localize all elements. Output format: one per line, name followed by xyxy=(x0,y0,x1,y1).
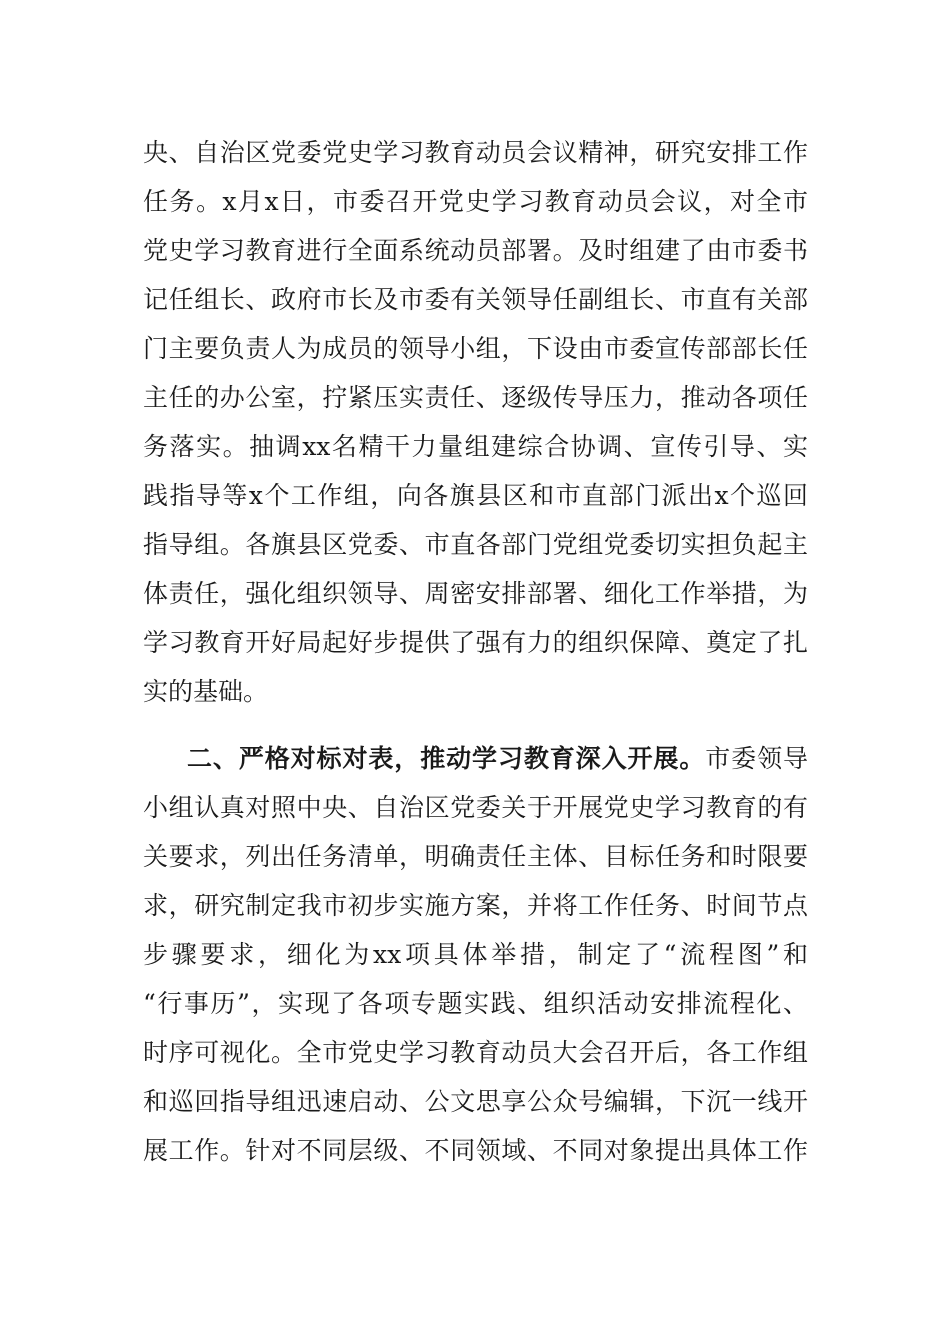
paragraph-line: 践指导等x个工作组，向各旗县区和市直部门派出x个巡回 xyxy=(143,481,808,510)
paragraph-line: 指导组。各旗县区党委、市直各部门党组党委切实担负起主 xyxy=(143,530,808,559)
paragraph-1 xyxy=(143,128,808,716)
paragraph-line: 任务。x月x日，市委召开党史学习教育动员会议，对全市 xyxy=(143,187,808,216)
paragraph-line: 求，研究制定我市初步实施方案，并将工作任务、时间节点 xyxy=(143,891,808,920)
paragraph-line: 央、自治区党委党史学习教育动员会议精神，研究安排工作 xyxy=(143,138,808,167)
paragraph-line: 务落实。抽调xx名精干力量组建综合协调、宣传引导、实 xyxy=(143,432,808,461)
paragraph-line: 实的基础。 xyxy=(143,677,269,706)
section-heading: 二、严格对标对表，推动学习教育深入开展。 xyxy=(187,744,706,773)
paragraph-line: 时序可视化。全市党史学习教育动员大会召开后，各工作组 xyxy=(143,1038,808,1067)
paragraph-2 xyxy=(143,734,808,1175)
heading-continuation: 市委领导 xyxy=(705,744,808,773)
paragraph-line: “行事历”，实现了各项专题实践、组织活动安排流程化、 xyxy=(143,989,808,1018)
paragraph-line: 学习教育开好局起好步提供了强有力的组织保障、奠定了扎 xyxy=(143,628,808,657)
paragraph-line: 步骤要求，细化为xx项具体举措，制定了“流程图”和 xyxy=(143,940,808,969)
paragraph-line: 和巡回指导组迅速启动、公文思享公众号编辑，下沉一线开 xyxy=(143,1087,808,1116)
paragraph-line: 体责任，强化组织领导、周密安排部署、细化工作举措，为 xyxy=(143,579,808,608)
paragraph-first-line xyxy=(143,734,808,783)
paragraph-line: 主任的办公室，拧紧压实责任、逐级传导压力，推动各项任 xyxy=(143,383,808,412)
paragraph-line: 关要求，列出任务清单，明确责任主体、目标任务和时限要 xyxy=(143,842,808,871)
paragraph-line: 门主要负责人为成员的领导小组，下设由市委宣传部部长任 xyxy=(143,334,808,363)
paragraph-line: 展工作。针对不同层级、不同领域、不同对象提出具体工作 xyxy=(143,1136,808,1165)
paragraph-line: 党史学习教育进行全面系统动员部署。及时组建了由市委书 xyxy=(143,236,808,265)
paragraph-line: 记任组长、政府市长及市委有关领导任副组长、市直有关部 xyxy=(143,285,808,314)
paragraph-line: 小组认真对照中央、自治区党委关于开展党史学习教育的有 xyxy=(143,793,808,822)
